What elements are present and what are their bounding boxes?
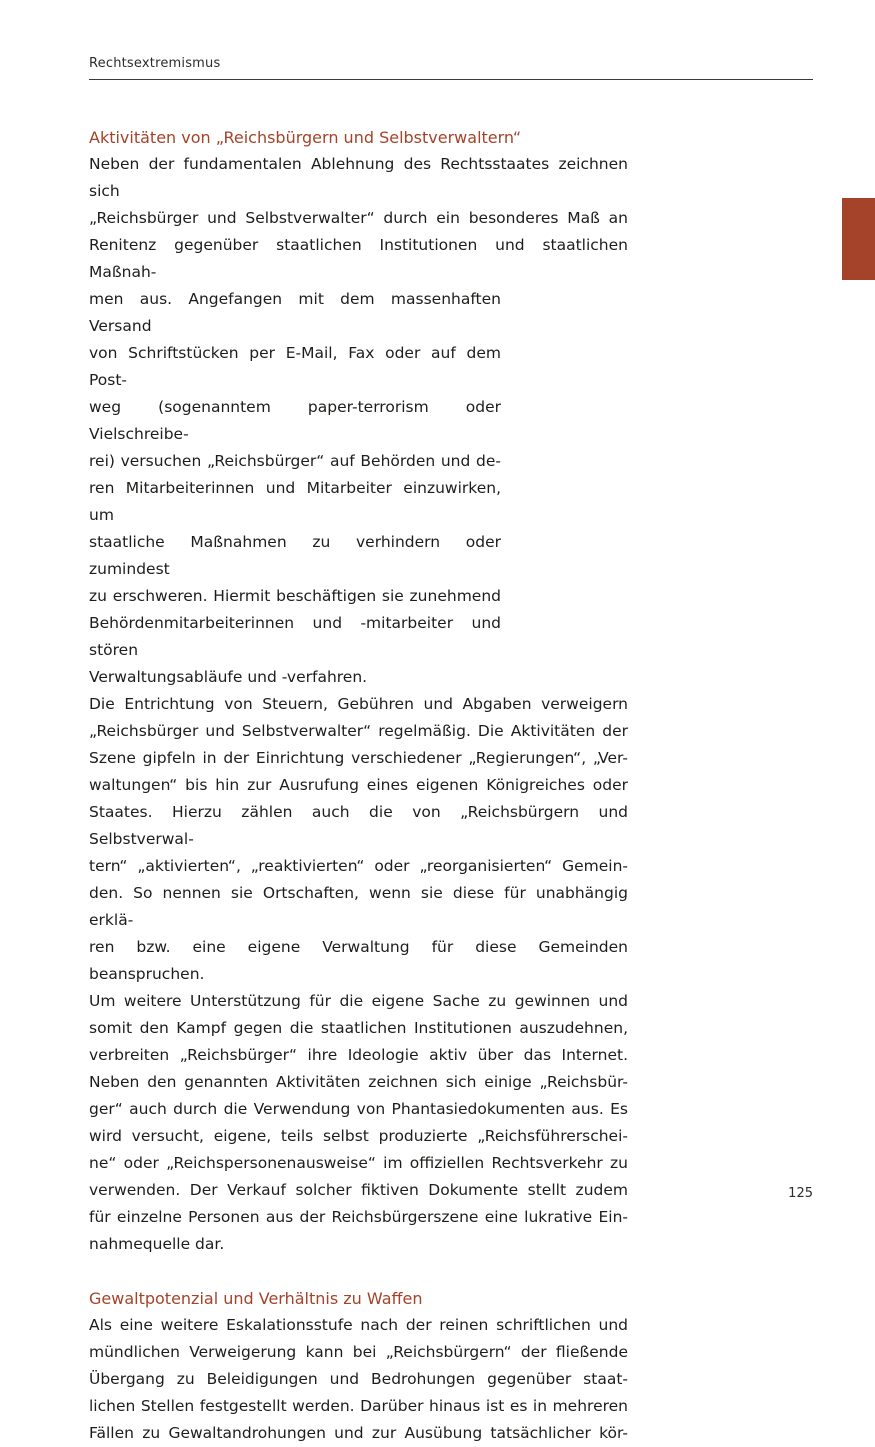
text-line: waltungen“ bis hin zur Ausrufung eines eigenen Königreiches oder <box>89 776 628 794</box>
section-gap <box>89 1258 628 1285</box>
running-header-title: Rechtsextremismus <box>89 56 221 71</box>
text-line: Verwaltungsabläufe und -verfahren. <box>89 668 368 686</box>
text-line: Als eine weitere Eskalationsstufe nach der reinen schriftlichen und <box>89 1316 628 1334</box>
text-line: somit den Kampf gegen die staatlichen Institutionen auszudehnen, <box>89 1019 628 1037</box>
chapter-side-tab <box>842 198 875 280</box>
text-line: men aus. Angefangen mit dem massenhaften Versand <box>89 290 501 335</box>
text-line: Neben den genannten Aktivitäten zeichnen sich einige „Reichsbür- <box>89 1073 628 1091</box>
text-line: tern“ „aktivierten“, „reaktivierten“ oder „reorganisierten“ Gemein- <box>89 857 628 875</box>
text-line: Renitenz gegenüber staatlichen Institutionen und staatlichen Maßnah- <box>89 236 628 281</box>
text-line: den. So nennen sie Ortschaften, wenn sie diese für unabhängig erklä- <box>89 884 628 929</box>
text-line: lichen Stellen festgestellt werden. Darüber hinaus ist es in mehreren <box>89 1397 628 1415</box>
section-heading-activities: Aktivitäten von „Reichsbürgern und Selbstverwaltern“ <box>89 128 522 147</box>
text-line: Behördenmitarbeiterinnen und -mitarbeiter und stören <box>89 614 501 659</box>
text-line: Staates. Hierzu zählen auch die von „Reichsbürgern und Selbstverwal- <box>89 803 628 848</box>
page-number: 125 <box>788 1186 813 1201</box>
text-line: ren bzw. eine eigene Verwaltung für diese Gemeinden beanspruchen. <box>89 938 628 983</box>
text-line: Um weitere Unterstützung für die eigene Sache zu gewinnen und <box>89 992 628 1010</box>
paragraph-violence-1 <box>89 1312 628 1447</box>
page-content <box>89 124 628 1447</box>
text-line: Fällen zu Gewaltandrohungen und zur Ausübung tatsächlicher kör- <box>89 1424 628 1442</box>
text-line: Die Entrichtung von Steuern, Gebühren und Abgaben verweigern <box>89 695 628 713</box>
text-line: verbreiten „Reichsbürger“ ihre Ideologie aktiv über das Internet. <box>89 1046 628 1064</box>
text-line: verwenden. Der Verkauf solcher fiktiven Dokumente stellt zudem <box>89 1181 628 1199</box>
text-line: Szene gipfeln in der Einrichtung verschiedener „Regierungen“, „Ver- <box>89 749 628 767</box>
section-heading-violence: Gewaltpotenzial und Verhältnis zu Waffen <box>89 1289 423 1308</box>
header-divider <box>89 79 813 80</box>
text-line: ne“ oder „Reichspersonenausweise“ im offiziellen Rechtsverkehr zu <box>89 1154 628 1172</box>
text-line: ger“ auch durch die Verwendung von Phantasiedokumenten aus. Es <box>89 1100 628 1118</box>
text-line: Neben der fundamentalen Ablehnung des Rechtsstaates zeichnen sich <box>89 155 628 200</box>
paragraph-activities-1 <box>89 151 628 691</box>
text-line: rei) versuchen „Reichsbürger“ auf Behörden und de- <box>89 452 501 470</box>
text-line: zu erschweren. Hiermit beschäftigen sie zunehmend <box>89 587 501 605</box>
text-line: für einzelne Personen aus der Reichsbürgerszene eine lukrative Ein- <box>89 1208 628 1226</box>
text-line: mündlichen Verweigerung kann bei „Reichsbürgern“ der fließende <box>89 1343 628 1361</box>
text-line: „Reichsbürger und Selbstverwalter“ durch ein besonderes Maß an <box>89 209 628 227</box>
text-line: Übergang zu Beleidigungen und Bedrohungen gegenüber staat- <box>89 1370 628 1388</box>
text-line: von Schriftstücken per E-Mail, Fax oder auf dem Post- <box>89 344 501 389</box>
text-line: weg (sogenanntem paper-terrorism oder Vielschreibe- <box>89 398 501 443</box>
text-line: „Reichsbürger und Selbstverwalter“ regelmäßig. Die Aktivitäten der <box>89 722 628 740</box>
text-line: nahmequelle dar. <box>89 1235 225 1253</box>
paragraph-activities-2 <box>89 691 628 1258</box>
text-line: ren Mitarbeiterinnen und Mitarbeiter einzuwirken, um <box>89 479 501 524</box>
text-line: staatliche Maßnahmen zu verhindern oder zumindest <box>89 533 501 578</box>
text-line: wird versucht, eigene, teils selbst produzierte „Reichsführerschei- <box>89 1127 628 1145</box>
